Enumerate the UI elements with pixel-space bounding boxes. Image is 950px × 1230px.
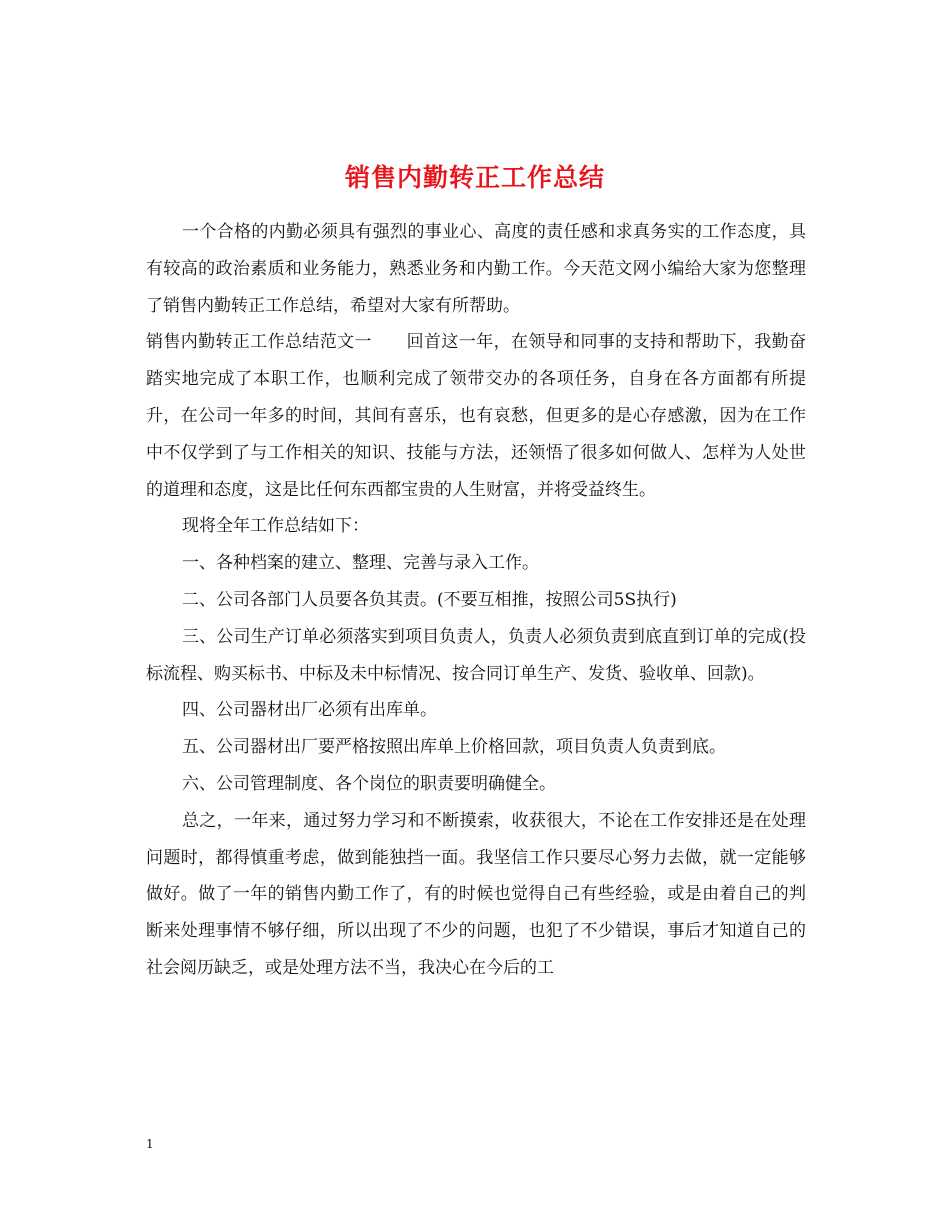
body-paragraph: 五、公司器材出厂要严格按照出库单上价格回款，项目负责人负责到底。 [182,737,726,758]
body-paragraph: 销售内勤转正工作总结范文一 回首这一年，在领导和同事的支持和帮助下，我勤奋踏实地完成了本职工作，也顺利完成了领带交办的各项任务，自身在各方面都有所提升，在公司一年多的时间，其间有喜乐，也有哀愁，但更多的是心存感激，因为在工作中不仅学到了与工作相关的知识、技能与方法，还领悟了很多如何做人、怎样为人处世的道理和态度，这是比任何东西都宝贵的人生财富，并将受益终生。 [146,332,806,500]
body-paragraph: 现将全年工作总结如下： [182,516,369,537]
document-body [146,214,806,987]
body-paragraph: 一、各种档案的建立、整理、完善与录入工作。 [182,553,539,574]
body-paragraph: 一个合格的内勤必须具有强烈的事业心、高度的责任感和求真务实的工作态度，具有较高的政治素质和业务能力，熟悉业务和内勤工作。今天范文网小编给大家为您整理了销售内勤转正工作总结，希望对大家有所帮助。 [146,222,806,316]
document-title: 销售内勤转正工作总结 [344,162,605,192]
page-number: 1 [146,1137,154,1151]
body-paragraph: 二、公司各部门人员要各负其责。(不要互相推，按照公司5S执行) [182,589,677,610]
body-paragraph: 六、公司管理制度、各个岗位的职责要明确健全。 [182,773,556,794]
body-paragraph: 四、公司器材出厂必须有出库单。 [182,700,437,721]
body-paragraph: 三、公司生产订单必须落实到项目负责人，负责人必须负责到底直到订单的完成(投标流程、购买标书、中标及未中标情况、按合同订单生产、发货、验收单、回款)。 [146,626,806,684]
body-paragraph: 总之，一年来，通过努力学习和不断摸索，收获很大，不论在工作安排还是在处理问题时，都得慎重考虑，做到能独挡一面。我坚信工作只要尽心努力去做，就一定能够做好。做了一年的销售内勤工作了，有的时候也觉得自己有些经验，或是由着自己的判断来处理事情不够仔细，所以出现了不少的问题，也犯了不少错误，事后才知道自己的社会阅历缺乏，或是处理方法不当，我决心在今后的工 [146,810,806,978]
